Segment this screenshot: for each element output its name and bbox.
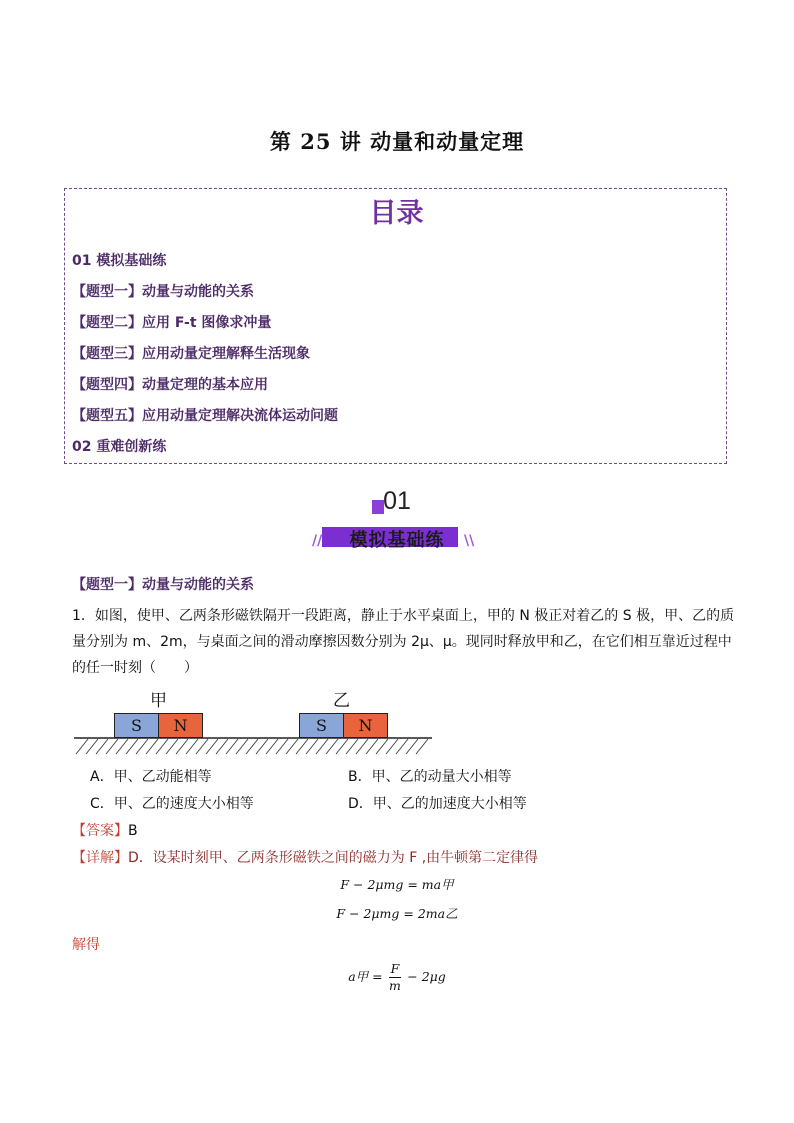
document-title: 第 25 讲 动量和动量定理 — [269, 129, 525, 154]
equation-3 — [0, 961, 794, 994]
option-a[interactable]: A．甲、乙动能相等 — [90, 769, 212, 785]
question-type-title: 【题型一】动量与动能的关系 — [72, 577, 254, 593]
toc-item-type-2[interactable]: 【题型二】应用 F-t 图像求冲量 — [72, 315, 272, 331]
section-label: 模拟基础练 — [349, 530, 445, 551]
equation-3-fraction — [389, 961, 402, 994]
question-line-3: 的任一时刻（ ） — [72, 660, 198, 676]
magnet-b-south-pole: S — [299, 713, 344, 738]
option-d[interactable]: D．甲、乙的加速度大小相等 — [348, 796, 527, 812]
right-slash-decoration: \\ — [464, 533, 475, 549]
left-slash-decoration: // — [312, 533, 323, 549]
toc-item-type-5[interactable]: 【题型五】应用动量定理解决流体运动问题 — [72, 408, 338, 424]
question-line-1: 1．如图，使甲、乙两条形磁铁隔开一段距离，静止于水平桌面上，甲的 N 极正对着乙的 S 极，甲、乙的质 — [72, 608, 735, 624]
question-line-2: 量分别为 m、2m，与桌面之间的滑动摩擦因数分别为 2μ、μ。现同时释放甲和乙，在它们相互靠近过程中 — [72, 634, 732, 650]
answer-label: 【答案】 — [72, 823, 128, 839]
equation-1: F − 2μmg = ma甲 — [340, 877, 454, 892]
answer — [72, 820, 138, 840]
table-surface — [74, 737, 432, 757]
toc-item-type-3[interactable]: 【题型三】应用动量定理解释生活现象 — [72, 346, 310, 362]
table-of-contents — [64, 188, 727, 464]
option-c[interactable]: C．甲、乙的速度大小相等 — [90, 796, 254, 812]
equation-3-denominator: m — [389, 978, 401, 993]
toc-item-type-1[interactable]: 【题型一】动量与动能的关系 — [72, 284, 254, 300]
magnet-b-label: 乙 — [333, 691, 350, 711]
equation-3-rhs: − 2μg — [407, 969, 446, 984]
section-number: 01 — [383, 487, 411, 515]
toc-heading: 目录 — [369, 198, 424, 229]
magnet-b-north-pole: N — [343, 713, 388, 738]
detail-label: 【详解】 — [72, 850, 128, 866]
detail-text: D．设某时刻甲、乙两条形磁铁之间的磁力为 F ,由牛顿第二定律得 — [128, 850, 539, 866]
answer-value: B — [128, 823, 138, 839]
equation-3-numerator: F — [390, 961, 400, 976]
toc-item-type-4[interactable]: 【题型四】动量定理的基本应用 — [72, 377, 268, 393]
option-b[interactable]: B．甲、乙的动量大小相等 — [348, 769, 512, 785]
magnet-a-north-pole: N — [158, 713, 203, 738]
toc-item-advanced-practice[interactable]: 02 重难创新练 — [72, 439, 167, 455]
magnet-a-label: 甲 — [150, 691, 167, 711]
magnet-a-south-pole: S — [114, 713, 159, 738]
detail — [72, 847, 538, 867]
solve-label: 解得 — [72, 937, 100, 953]
toc-item-basic-practice[interactable]: 01 模拟基础练 — [72, 253, 167, 269]
equation-2: F − 2μmg = 2ma乙 — [336, 906, 458, 921]
equation-3-lhs: a甲 = — [348, 969, 383, 984]
